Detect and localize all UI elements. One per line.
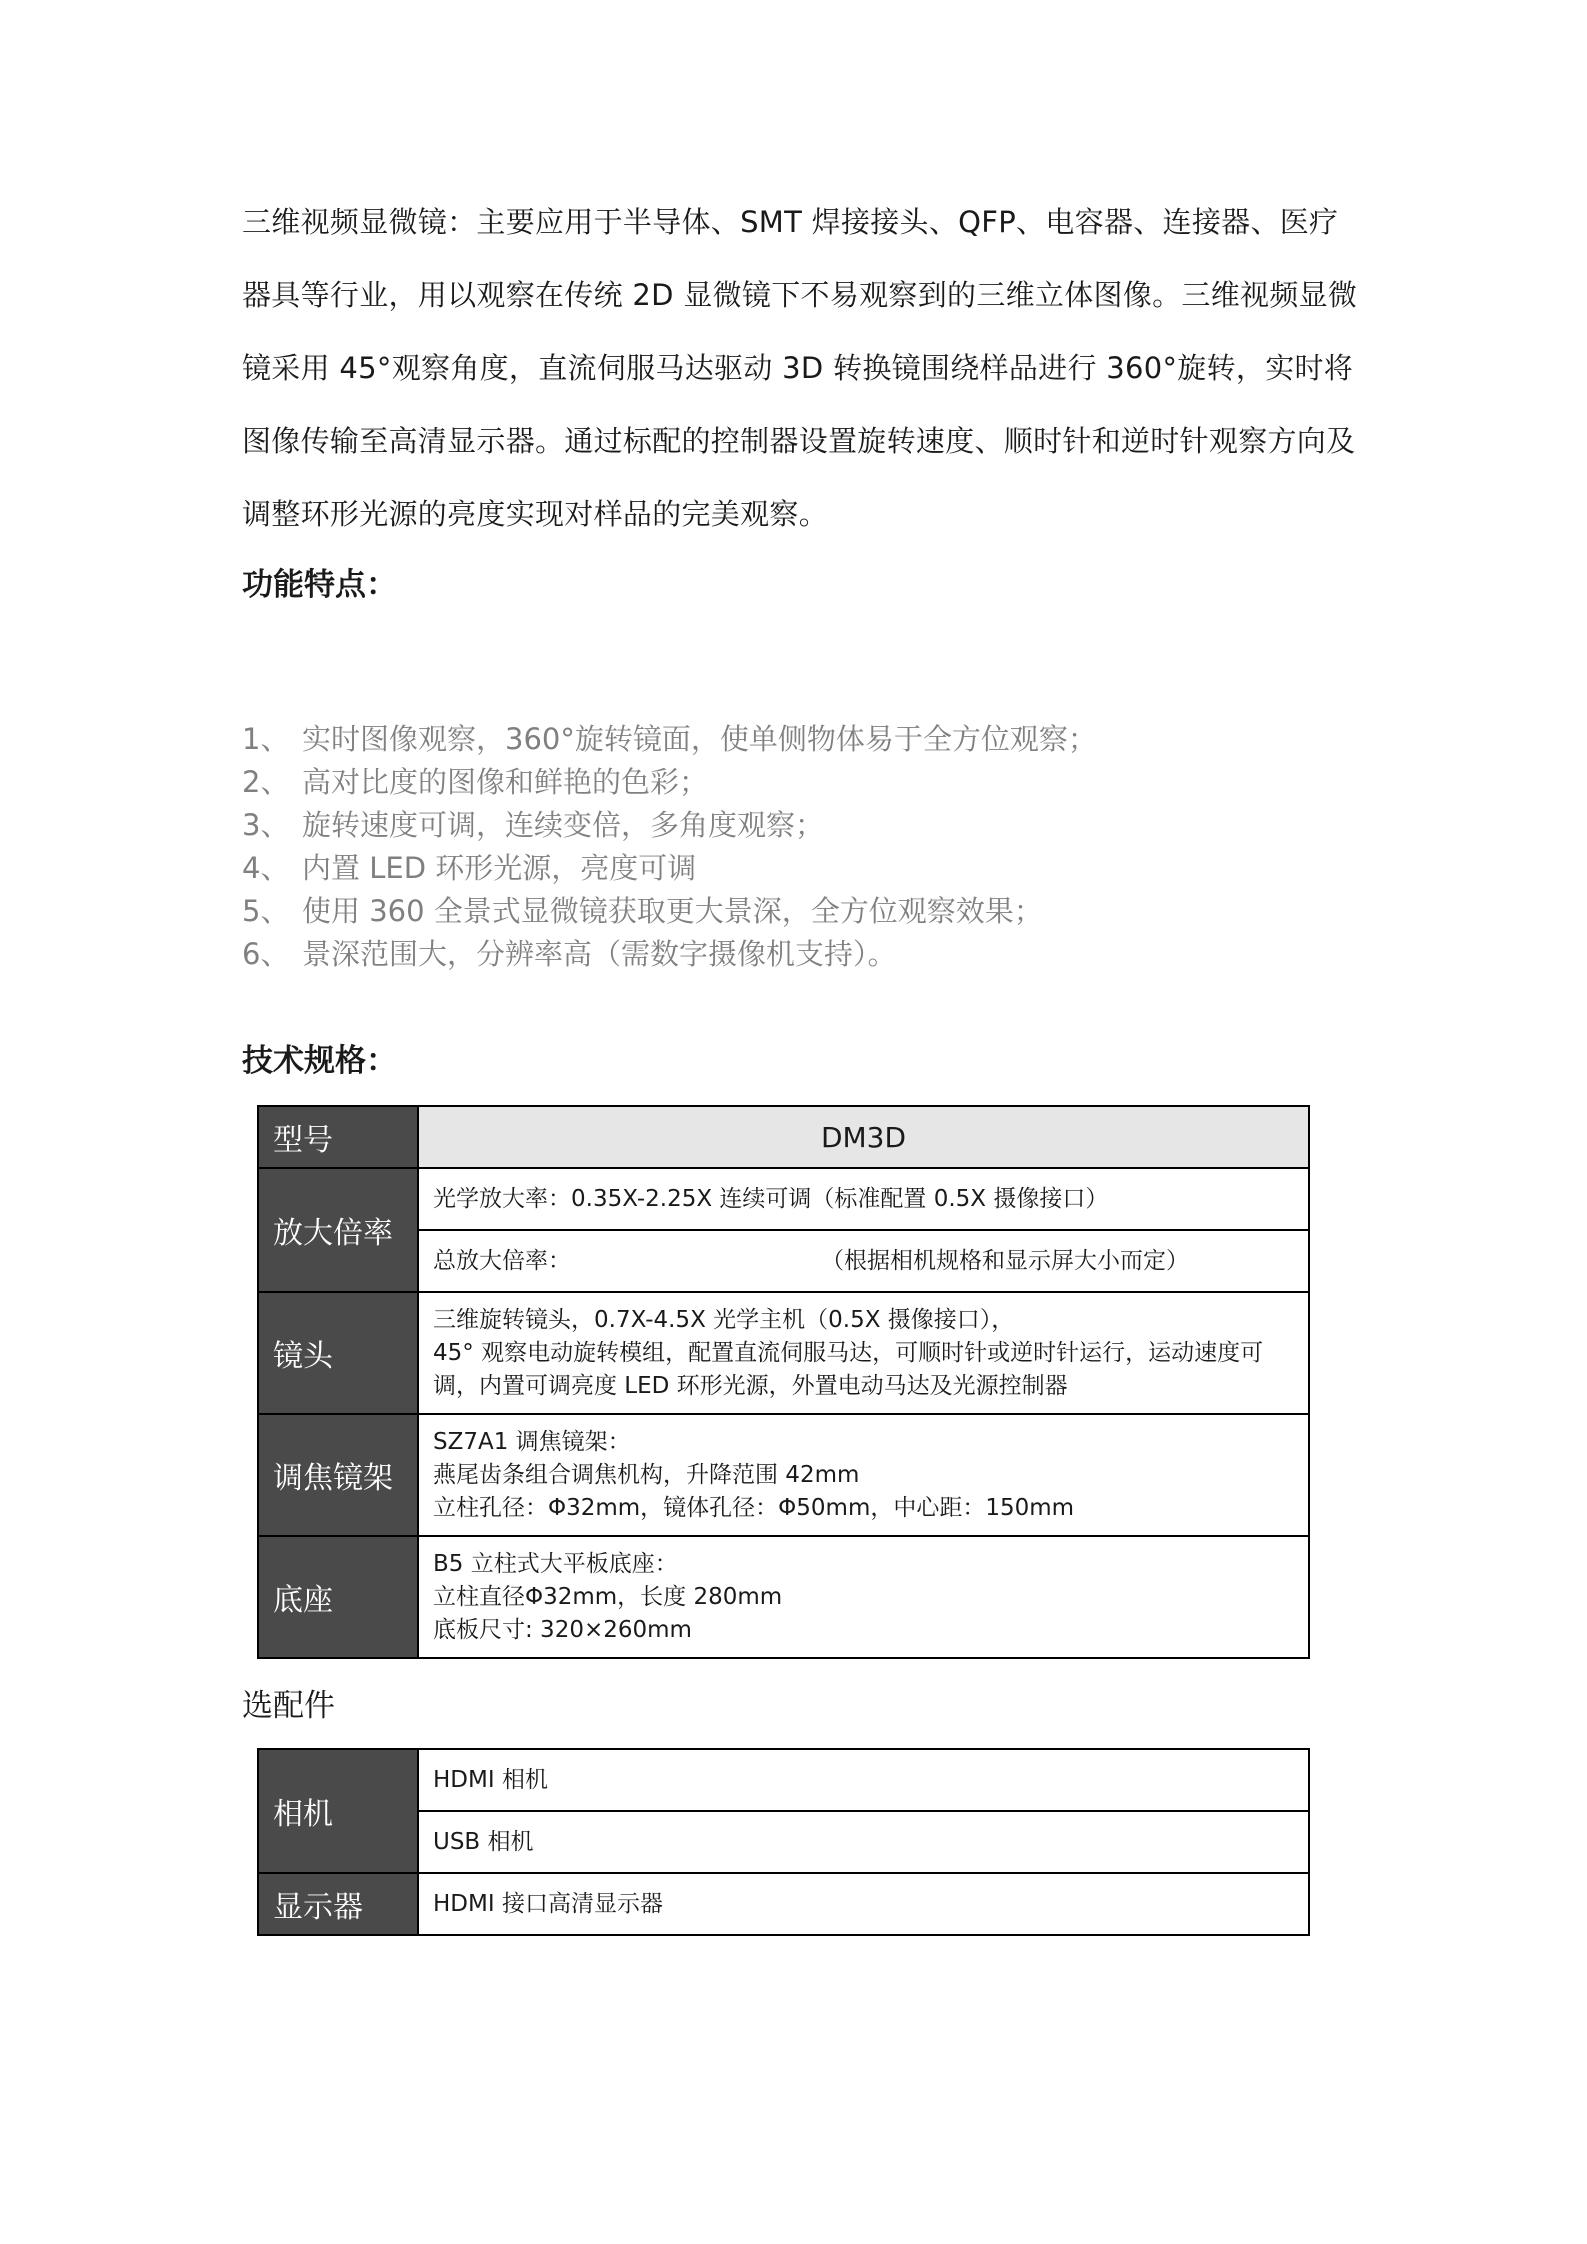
table-row <box>258 1292 1309 1414</box>
features-list <box>242 718 1097 976</box>
feature-item: 1、 实时图像观察，360°旋转镜面，使单侧物体易于全方位观察； <box>242 722 1097 756</box>
accessories-heading: 选配件 <box>242 1688 335 1724</box>
focus-stand-label: 调焦镜架 <box>258 1414 418 1536</box>
model-value: DM3D <box>418 1106 1309 1168</box>
total-magnification: 总放大倍率： （根据相机规格和显示屏大小而定） <box>418 1230 1309 1292</box>
lens-label: 镜头 <box>258 1292 418 1414</box>
camera-item: HDMI 相机 <box>418 1749 1309 1811</box>
feature-item: 4、 内置 LED 环形光源，亮度可调 <box>242 851 697 885</box>
spec-table <box>257 1105 1310 1659</box>
table-row <box>258 1873 1309 1935</box>
intro-paragraph: 三维视频显微镜：主要应用于半导体、SMT 焊接接头、QFP、电容器、连接器、医疗器具等行业，用以观察在传统 2D 显微镜下不易观察到的三维立体图像。三维视频显微镜采用 45°观察角度，直流伺服马达驱动 3D 转换镜围绕样品进行 360°旋转，实时将图像传输至高清显示器。通过标配的控制器设置旋转速度、顺时针和逆时针观察方向及调整环形光源的亮度实现对样品的完美观察。 <box>242 205 1358 531</box>
model-label: 型号 <box>258 1106 418 1168</box>
table-row <box>258 1536 1309 1658</box>
feature-item: 5、 使用 360 全景式显微镜获取更大景深，全方位观察效果； <box>242 894 1043 928</box>
table-row <box>258 1414 1309 1536</box>
specs-heading: 技术规格： <box>242 1043 397 1079</box>
accessories-table <box>257 1748 1310 1936</box>
display-item: HDMI 接口高清显示器 <box>418 1873 1309 1935</box>
table-row <box>258 1106 1309 1168</box>
base-value: B5 立柱式大平板底座： 立柱直径Φ32mm，长度 280mm 底板尺寸: 320×260mm <box>418 1536 1309 1658</box>
focus-stand-value: SZ7A1 调焦镜架： 燕尾齿条组合调焦机构，升降范围 42mm 立柱孔径：Φ32mm，镜体孔径：Φ50mm，中心距：150mm <box>418 1414 1309 1536</box>
magnification-label: 放大倍率 <box>258 1168 418 1292</box>
table-row <box>258 1168 1309 1230</box>
lens-value: 三维旋转镜头，0.7X-4.5X 光学主机（0.5X 摄像接口）， 45° 观察电动旋转模组，配置直流伺服马达，可顺时针或逆时针运行，运动速度可调，内置可调亮度 LED 环形光源，外置电动马达及光源控制器 <box>418 1292 1309 1414</box>
optical-magnification: 光学放大率：0.35X-2.25X 连续可调（标准配置 0.5X 摄像接口） <box>418 1168 1309 1230</box>
camera-label: 相机 <box>258 1749 418 1873</box>
display-label: 显示器 <box>258 1873 418 1935</box>
feature-item: 3、 旋转速度可调，连续变倍，多角度观察； <box>242 808 825 842</box>
features-heading: 功能特点： <box>242 567 397 603</box>
feature-item: 6、 景深范围大，分辨率高（需数字摄像机支持）。 <box>242 937 897 971</box>
camera-item: USB 相机 <box>418 1811 1309 1873</box>
base-label: 底座 <box>258 1536 418 1658</box>
feature-item: 2、 高对比度的图像和鲜艳的色彩； <box>242 765 709 799</box>
table-row <box>258 1749 1309 1811</box>
